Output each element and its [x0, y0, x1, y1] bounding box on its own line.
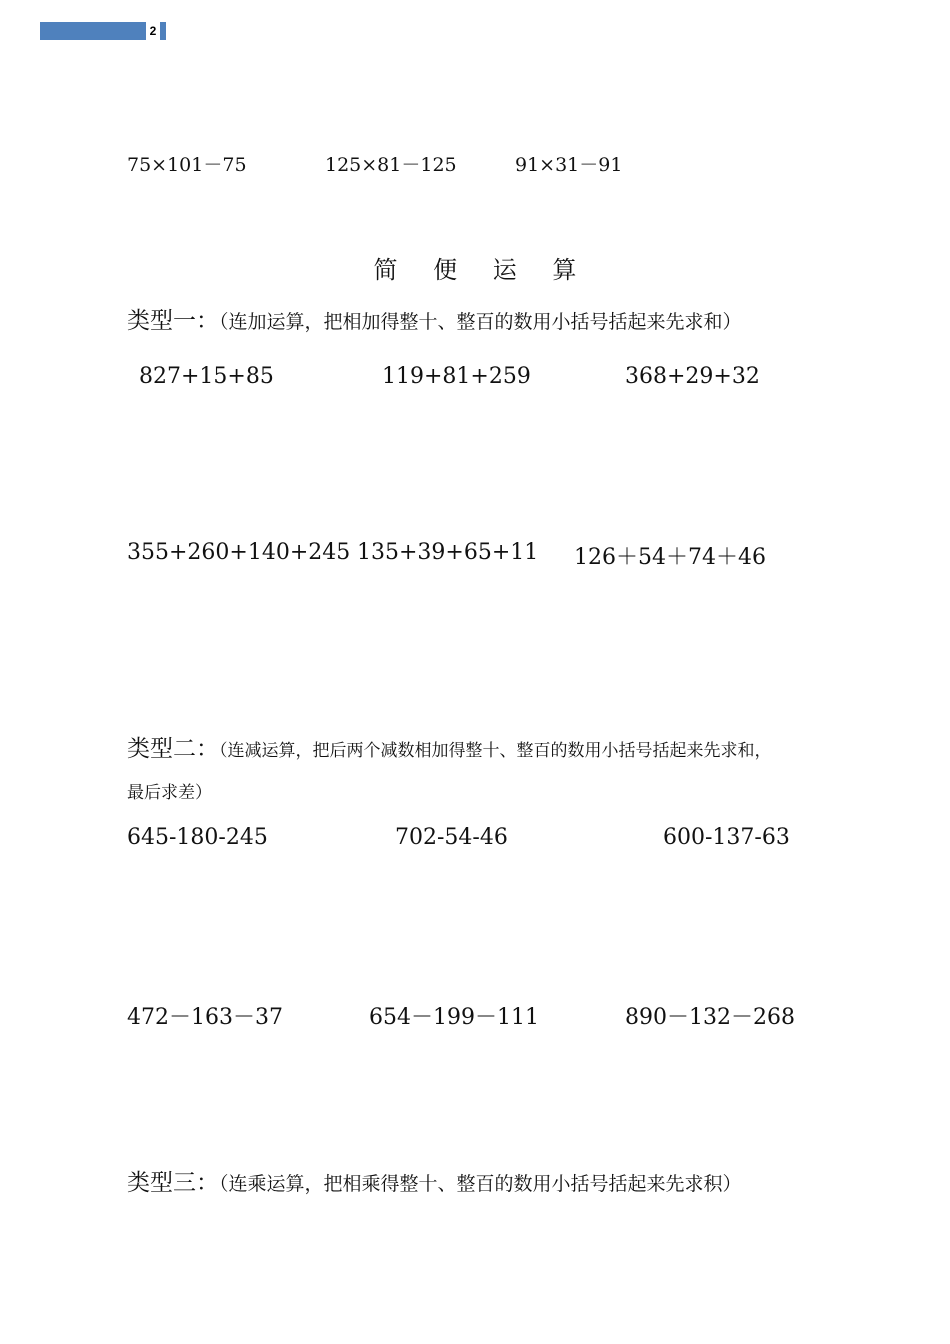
- expression: 702-54-46: [395, 825, 508, 850]
- type1-heading: [127, 302, 742, 335]
- type2-note: （连减运算，把后两个减数相加得整十、整百的数用小括号括起来先求和，: [219, 741, 772, 761]
- expression: 91×31－91: [515, 154, 623, 176]
- page-number-badge: [40, 22, 166, 40]
- page-number: 2: [146, 22, 160, 40]
- expression: 600-137-63: [663, 825, 790, 850]
- type3-lead: 类型三：: [127, 1170, 219, 1196]
- expression: 645-180-245: [127, 825, 268, 850]
- expression: 75×101－75: [127, 154, 247, 176]
- page-title: 简 便 运 算: [373, 256, 591, 284]
- expression: 890－132－268: [625, 1005, 795, 1030]
- type2-lead: 类型二：: [127, 736, 219, 762]
- expression: 472－163－37: [127, 1005, 283, 1030]
- expression: 355+260+140+245: [127, 540, 351, 565]
- type2-note-continued: 最后求差）: [127, 783, 212, 803]
- type2-heading: [127, 730, 772, 763]
- type3-heading: [127, 1164, 742, 1197]
- expression: 654－199－111: [369, 1005, 539, 1030]
- expression: 135+39+65+11: [357, 540, 539, 565]
- type1-lead: 类型一：: [127, 308, 219, 334]
- expression: 126＋54＋74＋46: [574, 545, 766, 570]
- expression: 368+29+32: [625, 364, 760, 389]
- expression: 119+81+259: [382, 364, 531, 389]
- expression: 125×81－125: [325, 154, 457, 176]
- type1-note: （连加运算，把相加得整十、整百的数用小括号括起来先求和）: [219, 311, 742, 333]
- type3-note: （连乘运算，把相乘得整十、整百的数用小括号括起来先求积）: [219, 1173, 742, 1195]
- expression: 827+15+85: [139, 364, 274, 389]
